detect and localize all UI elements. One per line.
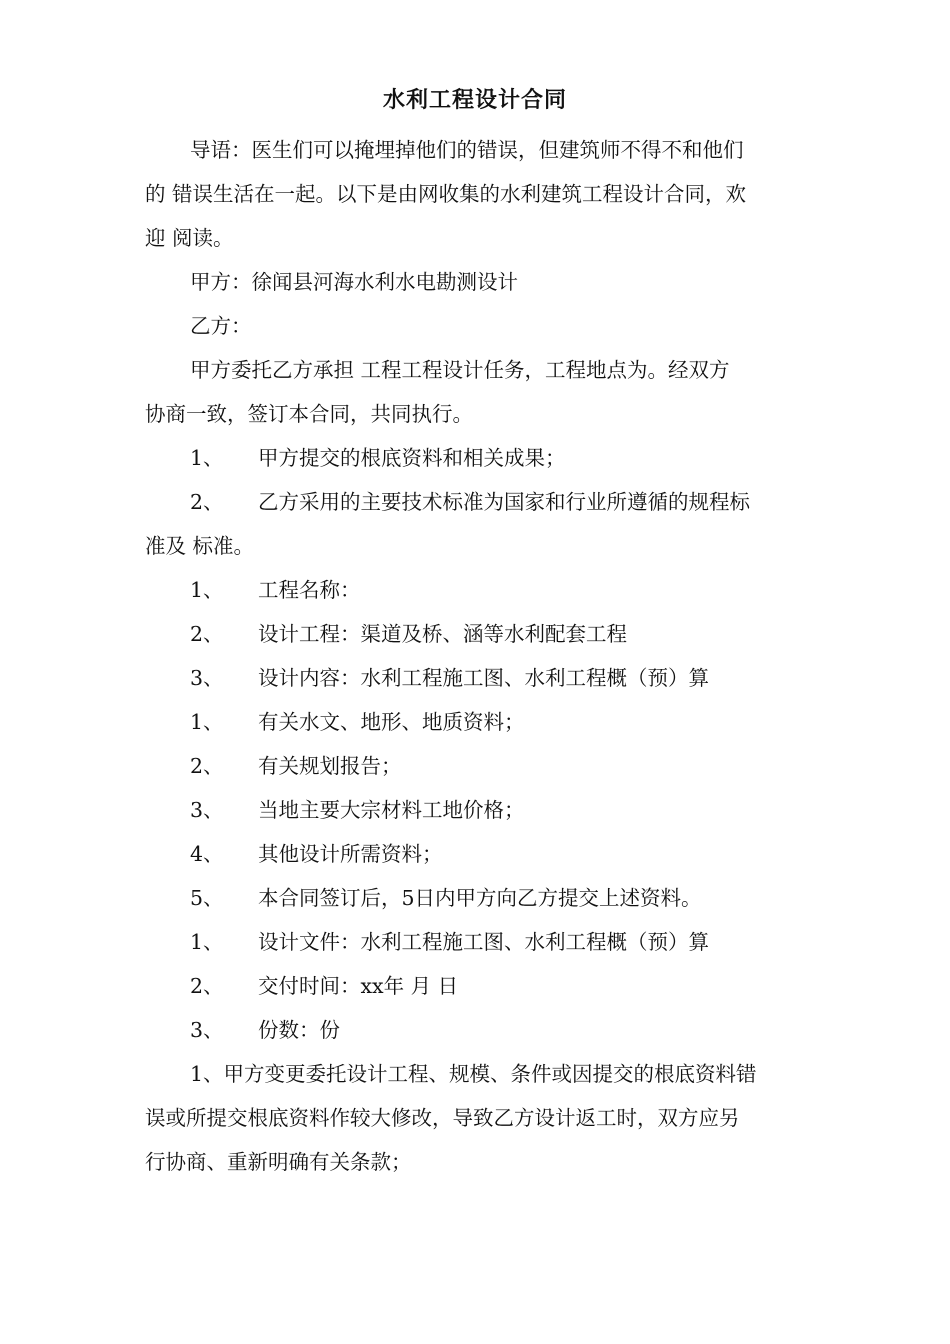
- line-text: 行协商、重新明确有关条款；: [145, 1150, 412, 1174]
- text-line: [145, 436, 810, 480]
- line-text: 当地主要大宗材料工地价格；: [258, 798, 525, 822]
- item-number: 3、: [190, 666, 224, 690]
- line-text: 设计工程：渠道及桥、涵等水利配套工程: [258, 622, 627, 646]
- text-line: [145, 128, 810, 172]
- item-number: 2、: [190, 974, 224, 998]
- line-text: 迎 阅读。: [145, 226, 234, 250]
- text-line: [145, 612, 810, 656]
- item-number: 5、: [190, 886, 224, 910]
- text-line: [145, 920, 810, 964]
- item-number: 1、: [190, 446, 224, 470]
- text-line: [145, 832, 810, 876]
- line-text: 份数：份: [258, 1018, 340, 1042]
- line-text: 导语：医生们可以掩埋掉他们的错误，但建筑师不得不和他们: [190, 138, 744, 162]
- line-text: 交付时间：xx年 月 日: [258, 974, 459, 998]
- item-number: 3、: [190, 1018, 224, 1042]
- line-text: 设计内容：水利工程施工图、水利工程概（预）算: [258, 666, 709, 690]
- text-line: [145, 1140, 810, 1184]
- line-text: 本合同签订后，5日内甲方向乙方提交上述资料。: [258, 886, 702, 910]
- text-line: [145, 260, 810, 304]
- line-text: 甲方委托乙方承担 工程工程设计任务，工程地点为。经双方: [190, 358, 730, 382]
- text-line: [145, 1008, 810, 1052]
- text-line: [145, 1096, 810, 1140]
- text-line: [145, 348, 810, 392]
- text-line: [145, 568, 810, 612]
- line-text: 乙方：: [190, 314, 252, 338]
- text-line: [145, 744, 810, 788]
- item-number: 2、: [190, 754, 224, 778]
- line-text: 设计文件：水利工程施工图、水利工程概（预）算: [258, 930, 709, 954]
- text-line: [145, 524, 810, 568]
- item-number: 2、: [190, 490, 224, 514]
- text-line: [145, 216, 810, 260]
- item-number: 1、: [190, 578, 224, 602]
- line-text: 1、甲方变更委托设计工程、规模、条件或因提交的根底资料错: [190, 1062, 757, 1086]
- text-line: [145, 964, 810, 1008]
- text-line: [145, 788, 810, 832]
- item-number: 1、: [190, 710, 224, 734]
- line-text: 的 错误生活在一起。以下是由网收集的水利建筑工程设计合同，欢: [145, 182, 747, 206]
- line-text: 协商一致，签订本合同，共同执行。: [145, 402, 473, 426]
- text-line: [145, 304, 810, 348]
- text-line: [145, 656, 810, 700]
- line-text: 其他设计所需资料；: [258, 842, 443, 866]
- line-text: 甲方：徐闻县河海水利水电勘测设计: [190, 270, 518, 294]
- text-line: [145, 700, 810, 744]
- line-text: 准及 标准。: [145, 534, 255, 558]
- document-title: 水利工程设计合同: [382, 88, 567, 113]
- item-number: 4、: [190, 842, 224, 866]
- text-line: [145, 392, 810, 436]
- line-text: 误或所提交根底资料作较大修改，导致乙方设计返工时，双方应另: [145, 1106, 740, 1130]
- item-number: 3、: [190, 798, 224, 822]
- line-text: 工程名称：: [258, 578, 361, 602]
- text-line: [145, 480, 810, 524]
- line-text: 甲方提交的根底资料和相关成果；: [258, 446, 566, 470]
- item-number: 1、: [190, 930, 224, 954]
- text-line: [145, 1052, 810, 1096]
- line-text: 乙方采用的主要技术标准为国家和行业所遵循的规程标: [258, 490, 750, 514]
- item-number: 2、: [190, 622, 224, 646]
- text-line: [145, 876, 810, 920]
- line-text: 有关规划报告；: [258, 754, 402, 778]
- document-body: [145, 128, 810, 1184]
- text-line: [145, 172, 810, 216]
- line-text: 有关水文、地形、地质资料；: [258, 710, 525, 734]
